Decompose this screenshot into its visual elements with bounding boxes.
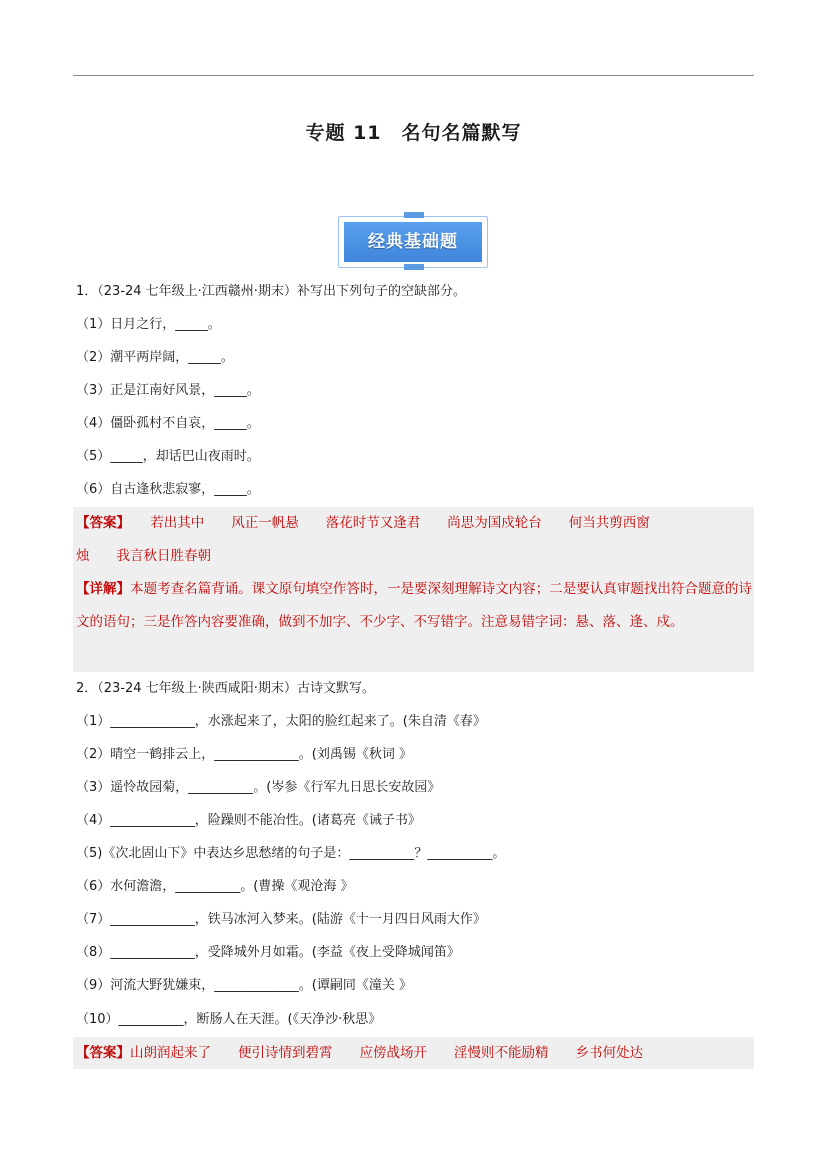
q2-item: （9）河流大野犹嫌束，_____________。(谭嗣同《潼关 》	[76, 978, 412, 993]
q1-item: （3）正是江南好风景，_____。	[76, 383, 260, 398]
q1-item: （2）潮平两岸阔，_____。	[76, 350, 234, 365]
q2-item: （10）__________，断肠人在天涯。(《天净沙·秋思》	[76, 1012, 382, 1027]
badge-notch-bottom	[404, 264, 424, 270]
detail-label: 【详解】	[76, 581, 131, 597]
q2-item: （8）_____________，受降城外月如霜。(李益《夜上受降城闻笛》	[76, 945, 460, 960]
answer-label: 【答案】	[76, 1045, 130, 1061]
page-title: 专题 11 名句名篇默写	[305, 122, 522, 144]
q1-detail-text: 本题考查名篇背诵。课文原句填空作答时，一是要深刻理解诗文内容；二是要认真审题找出符合题意的诗文的语句；三是作答内容要准确，做到不加字、不少字、不写错字。注意易错字词：悬、落、逢、戍。	[76, 581, 753, 630]
q1-answer-line1	[76, 515, 752, 531]
q2-item: （4）_____________，险躁则不能冶性。(诸葛亮《诫子书》	[76, 813, 421, 828]
q1-item: （6）自古逢秋悲寂寥，_____。	[76, 482, 260, 497]
q2-answer-line	[76, 1045, 752, 1061]
q1-answer-text: 若出其中 风正一帆悬 落花时节又逢君 尚思为国戍轮台 何当共剪西窗	[123, 515, 650, 531]
section-badge: 经典基础题	[344, 222, 482, 262]
header-rule	[73, 75, 754, 76]
answer-label: 【答案】	[76, 515, 124, 531]
q2-item: （3）遥怜故园菊，__________。(岑参《行军九日思长安故园》	[76, 780, 441, 795]
q2-item: （6）水何澹澹，__________。(曹操《观沧海 》	[76, 879, 354, 894]
q1-item: （5）_____，却话巴山夜雨时。	[76, 449, 260, 464]
q2-answer-text: 山朗润起来了 便引诗情到碧霄 应傍战场开 淫慢则不能励精 乡书何处达	[130, 1045, 643, 1061]
q2-item: （5)《次北固山下》中表达乡思愁绪的句子是：__________？__________。	[76, 846, 506, 861]
q1-detail	[76, 573, 752, 639]
q2-stem: 2．（23-24 七年级上·陕西咸阳·期末）古诗文默写。	[76, 681, 375, 696]
section-badge-frame	[338, 212, 490, 270]
q1-item: （1）日月之行，_____。	[76, 317, 221, 332]
q1-item: （4）僵卧孤村不自哀，_____。	[76, 416, 260, 431]
q1-answer-line2: 烛 我言秋日胜春朝	[76, 548, 211, 564]
q2-item: （1）_____________，水涨起来了，太阳的脸红起来了。(朱自清《春》	[76, 714, 486, 729]
q2-item: （2）晴空一鹤排云上，_____________。(刘禹锡《秋词 》	[76, 747, 412, 762]
q1-stem: 1．（23-24 七年级上·江西赣州·期末）补写出下列句子的空缺部分。	[76, 284, 466, 299]
q2-item: （7）_____________，铁马冰河入梦来。(陆游《十一月四日风雨大作》	[76, 912, 486, 927]
badge-notch-top	[404, 212, 424, 218]
